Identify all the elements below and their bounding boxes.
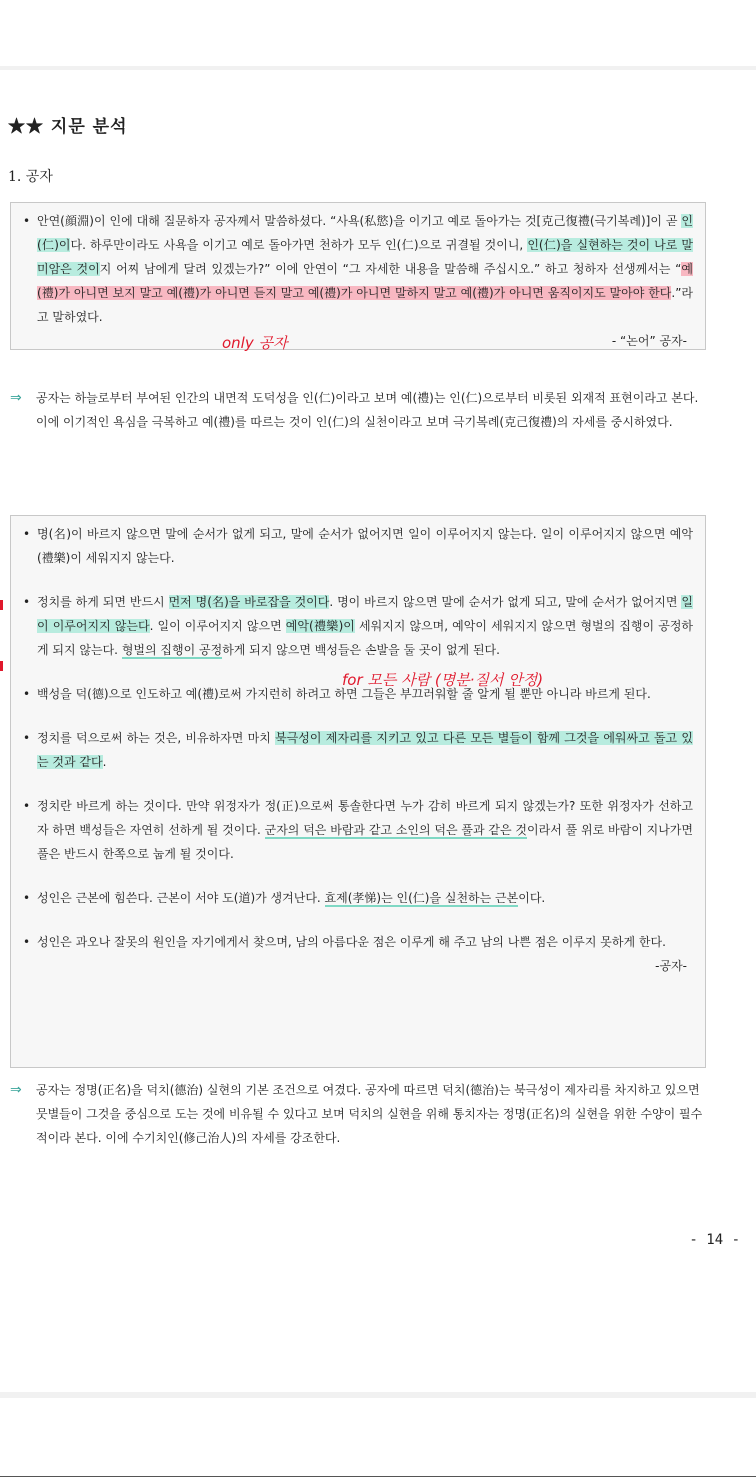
margin-mark [0, 661, 3, 671]
analysis-note-1: ⇒ 공자는 하늘로부터 부여된 인간의 내면적 도덕성을 인(仁)이라고 보며 예(禮)는 인(仁)으로부터 비롯된 외재적 표현이라고 본다. 이에 이기적인 욕심을 극복하고 예(禮)를 따르는 것이 인(仁)의 실천이라고 보며 극기복례(克己復禮)의 자세를 중시하였다. [10, 386, 706, 434]
arrow-icon: ⇒ [10, 390, 22, 406]
quote-box-analects [10, 202, 706, 350]
highlight-teal: 예악(禮樂)이 [285, 619, 355, 633]
quote-box-confucius [10, 515, 706, 1068]
page-title: ★★ 지문 분석 [8, 117, 128, 137]
quote-item: • 안연(顔淵)이 인에 대해 질문하자 공자께서 말씀하셨다. “사욕(私慾)을 이기고 예로 돌아가는 것[克己復禮(극기복례)]이 곧 인(仁)이다. 하루만이라도 사욕을 이기고 예로 돌아가면 천하가 모두 인(仁)으로 귀결될 것이니, 인(仁)을 실현하는 것이 나로 말미암은 것이지 어찌 남에게 달려 있겠는가?” 이에 안연이 “그 자세한 내용을 말씀해 주십시오.” 하고 청하자 선생께서는 “예(禮)가 아니면 보지 말고 예(禮)가 아니면 듣지 말고 예(禮)가 아니면 말하지 말고 예(禮)가 아니면 움직이지도 말아야 한다.”라고 말하였다. [23, 209, 693, 329]
highlight-teal: 인(仁)을 실현하는 것이 나로 말미암은 것이 [37, 238, 693, 276]
quote-item: • 성인은 근본에 힘쓴다. 근본이 서야 도(道)가 생겨난다. 효제(孝悌)는 인(仁)을 실천하는 근본이다. [23, 886, 693, 910]
handwritten-note: only 공자 [222, 334, 288, 352]
quote-item: • 명(名)이 바르지 않으면 말에 순서가 없게 되고, 말에 순서가 없어지면 일이 이루어지지 않는다. 일이 이루어지지 않으면 예악(禮樂)이 세워지지 않는다. [23, 522, 693, 570]
handwritten-note: for 모든 사람 (명분·질서 안정) [342, 671, 544, 689]
analysis-note-2: ⇒ 공자는 정명(正名)을 덕치(德治) 실현의 기본 조건으로 여겼다. 공자에 따르면 덕치(德治)는 북극성이 제자리를 차지하고 있으면 뭇별들이 그것을 중심으로 도는 것에 비유될 수 있다고 보며 덕치의 실현을 위해 통치자는 정명(正名)의 실현을 위한 수양이 필수적이라 본다. 이에 수기치인(修己治人)의 자세를 강조한다. [10, 1078, 706, 1150]
quote-item: • 백성을 덕(德)으로 인도하고 예(禮)로써 가지런히 하려고 하면 그들은 부끄러워할 줄 알게 될 뿐만 아니라 바르게 된다. [23, 682, 693, 706]
arrow-icon: ⇒ [10, 1082, 22, 1098]
quote-source: - “논어” 공자- [611, 334, 687, 348]
highlight-teal: 먼저 명(名)을 바로잡을 것이다 [168, 595, 330, 609]
quote-item: • 정치란 바르게 하는 것이다. 만약 위정자가 정(正)으로써 통솔한다면 누가 감히 바르게 되지 않겠는가? 또한 위정자가 선하고자 하면 백성들은 자연히 선하게 될 것이다. 군자의 덕은 바람과 같고 소인의 덕은 풀과 같은 것이라서 풀 위로 바람이 지나가면 풀은 반드시 한쪽으로 눕게 될 것이다. [23, 794, 693, 866]
underline-teal: 형벌의 집행이 공정 [121, 643, 223, 657]
margin-mark [0, 600, 3, 610]
quote-item: • 정치를 덕으로써 하는 것은, 비유하자면 마치 북극성이 제자리를 지키고 있고 다른 모든 별들이 함께 그것을 에워싸고 돌고 있는 것과 같다. [23, 726, 693, 774]
quote-item: • 성인은 과오나 잘못의 원인을 자기에게서 찾으며, 남의 아름다운 점은 이루게 해 주고 남의 나쁜 점은 이루지 못하게 한다. [23, 930, 693, 954]
highlight-red: 예(禮)가 아니면 보지 말고 예(禮)가 아니면 듣지 말고 예(禮)가 아니면 말하지 말고 예(禮)가 아니면 움직이지도 말아야 한다 [37, 262, 693, 300]
highlight-teal: 인(仁)이 [37, 214, 693, 252]
quote-item: • 정치를 하게 되면 반드시 먼저 명(名)을 바로잡을 것이다. 명이 바르지 않으면 말에 순서가 없게 되고, 말에 순서가 없어지면 일이 이루어지지 않는다. 일이 이루어지지 않으면 예악(禮樂)이 세워지지 않으며, 예악이 세워지지 않으면 형벌의 집행이 공정하게 되지 않는다. 형벌의 집행이 공정하게 되지 않으면 백성들은 손발을 둘 곳이 없게 된다. [23, 590, 693, 662]
page-number: - 14 - [689, 1232, 740, 1248]
bottom-divider [0, 1476, 756, 1477]
top-blank-band [0, 0, 756, 66]
highlight-teal: 북극성이 제자리를 지키고 있고 다른 모든 별들이 함께 그것을 에워싸고 돌고 있는 것과 같다 [37, 731, 694, 769]
underline-teal: 군자의 덕은 바람과 같고 소인의 덕은 풀과 같은 것 [264, 823, 528, 837]
bottom-blank-band [0, 1398, 756, 1481]
quote-source: -공자- [655, 959, 687, 973]
highlight-teal: 일이 이루어지지 않는다 [37, 595, 693, 633]
section-heading: 1. 공자 [8, 169, 53, 185]
underline-teal: 효제(孝悌)는 인(仁)을 실천하는 근본 [324, 891, 519, 905]
